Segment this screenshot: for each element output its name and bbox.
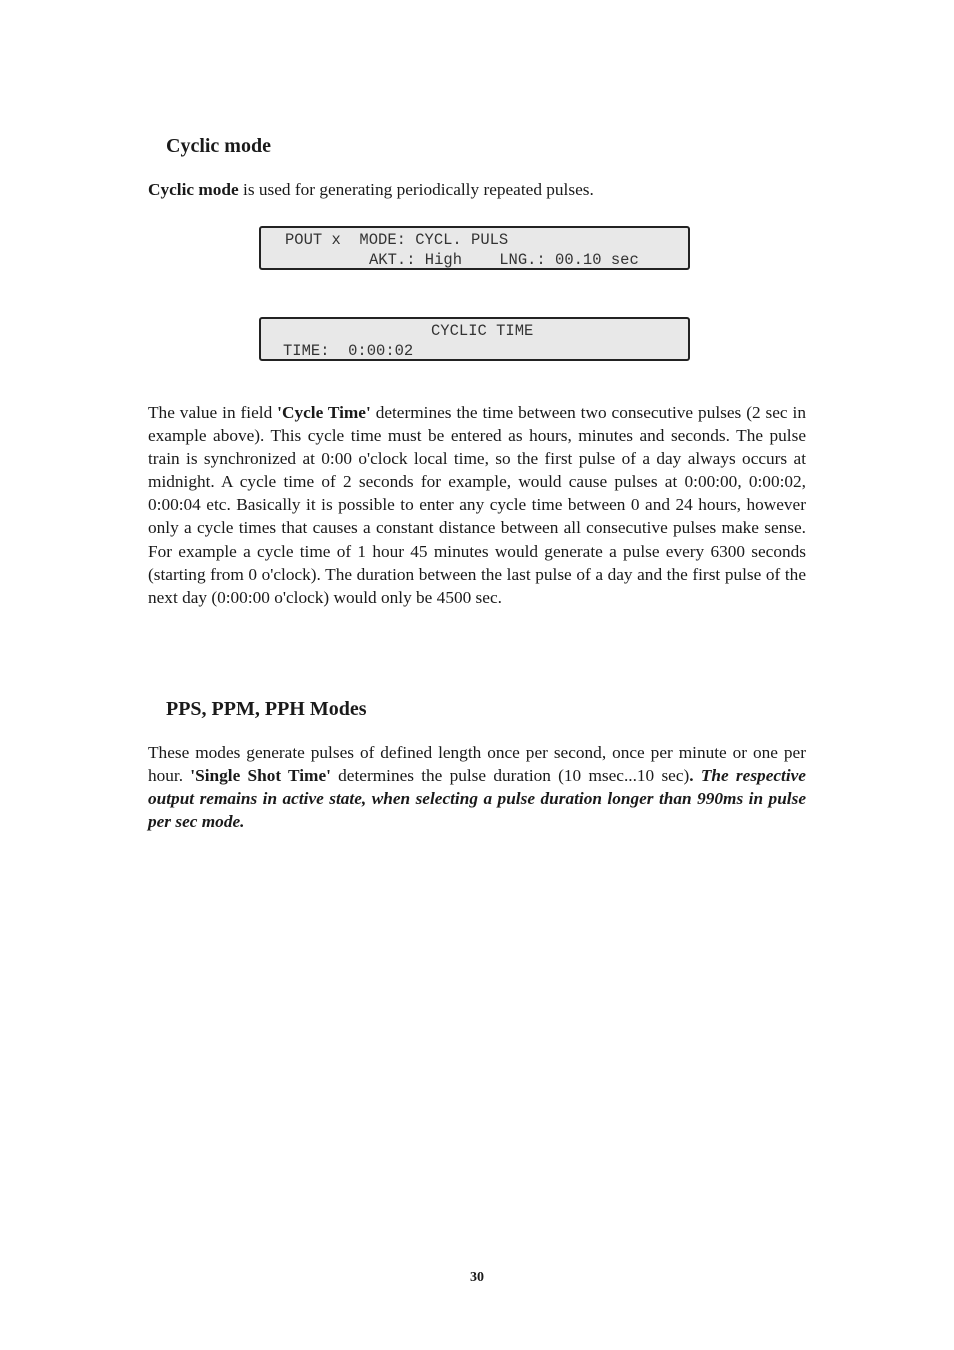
single-shot-time-field-name: 'Single Shot Time' <box>190 766 331 786</box>
lcd-display-mode-line2: AKT.: High LNG.: 00.10 sec <box>369 251 639 269</box>
lcd-display-cyclic-time-line2: TIME: 0:00:02 <box>283 342 414 360</box>
page-number: 30 <box>470 1270 484 1285</box>
cyclic-intro-bold: Cyclic mode <box>148 180 239 199</box>
lcd-display-cyclic-time-line1: CYCLIC TIME <box>431 322 534 340</box>
section-heading-cyclic-mode: Cyclic mode <box>166 135 271 157</box>
pps-paragraph <box>148 741 806 833</box>
lcd-display-mode <box>259 226 690 270</box>
pps-paragraph-note: The respective output remains in active state, when selecting a pulse duration longer than 990ms in pulse per sec mode. <box>148 766 806 832</box>
pps-paragraph-dot: . <box>689 766 694 786</box>
cycle-time-paragraph-prefix: The value in field <box>148 403 278 422</box>
pps-paragraph-prefix: These modes generate pulses of defined length once per second, once per minute or one per hour. <box>148 743 806 786</box>
cycle-time-field-name: 'Cycle Time' <box>277 403 371 422</box>
section-heading-pps-modes: PPS, PPM, PPH Modes <box>166 698 367 720</box>
cycle-time-paragraph-text: determines the time between two consecutive pulses (2 sec in example above). This cycle time must be entered as hours, minutes and seconds. The pulse train is synchronized at 0:00 o'clock local time, so the first pulse of a day always occurs at midnight. A cycle time of 2 seconds for example, would cause pulses at 0:00:00, 0:00:02, 0:00:04 etc. Basically it is possible to enter any cycle time between 0 and 24 hours, however only a cycle times that causes a constant distance between all consecutive pulses make sense. For example a cycle time of 1 hour 45 minutes would generate a pulse every 6300 seconds (starting from 0 o'clock). The duration between the last pulse of a day and the first pulse of the next day (0:00:00 o'clock) would only be 4500 sec. <box>148 403 806 607</box>
lcd-display-mode-line1: POUT x MODE: CYCL. PULS <box>285 231 509 249</box>
lcd-display-cyclic-time <box>259 317 690 361</box>
pps-paragraph-mid: determines the pulse duration (10 msec...10 sec) <box>330 766 690 786</box>
cyclic-intro-text: is used for generating periodically repeated pulses. <box>238 180 594 199</box>
cyclic-intro <box>148 178 806 201</box>
cycle-time-paragraph <box>148 401 806 609</box>
